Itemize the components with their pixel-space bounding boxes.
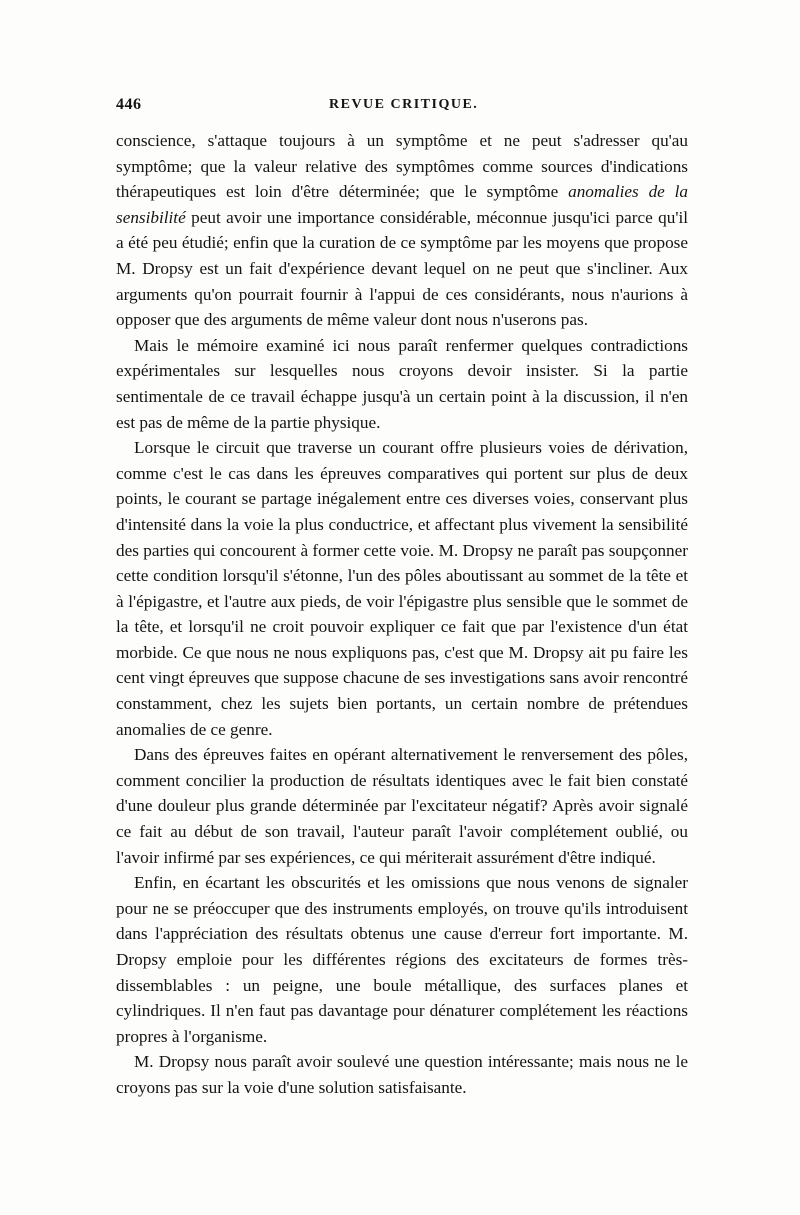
body-text	[116, 128, 688, 1101]
paragraph-text: conscience, s'attaque toujours à un symptôme et ne peut s'adresser qu'au symptôme; que la valeur relative des symptômes comme sources d'indications thérapeutiques est loin d'être déterminée; que le symptôme	[116, 131, 688, 202]
paragraph: M. Dropsy nous paraît avoir soulevé une question intéressante; mais nous ne le croyons pas sur la voie d'une solution satisfaisante.	[116, 1052, 688, 1097]
journal-title: REVUE CRITIQUE.	[329, 97, 479, 112]
paragraph: Lorsque le circuit que traverse un courant offre plusieurs voies de dérivation, comme c'est le cas dans les épreuves comparatives qui portent sur plus de deux points, le courant se partage inégalement entre ces diverses voies, conservant plus d'intensité dans la voie la plus conductrice, et affectant plus vivement la sensibilité des parties qui concourent à former cette voie. M. Dropsy ne paraît pas soupçonner cette condition lorsqu'il s'étonne, l'un des pôles aboutissant au sommet de la tête et à l'épigastre, et l'autre aux pieds, de voir l'épigastre plus sensible que le sommet de la tête, et lorsqu'il ne croit pouvoir expliquer ce fait que par l'existence d'un état morbide. Ce que nous ne nous expliquons pas, c'est que M. Dropsy ait pu faire les cent vingt épreuves que suppose chacune de ses investigations sans avoir rencontré constamment, chez les sujets bien portants, un certain nombre de prétendues anomalies de ce genre.	[116, 438, 688, 739]
paragraph	[116, 128, 688, 333]
italic-term: anomalies de la sensibilité	[116, 182, 688, 227]
paragraph-text: peut avoir une importance considérable, méconnue jusqu'ici parce qu'il a été peu étudié; enfin que la curation de ce symptôme par les moyens que propose M. Dropsy est un fait d'expérience devant lequel on ne peut que s'incliner. Aux arguments qu'on pourrait fournir à l'appui de ces considérants, nous n'aurions à opposer que des arguments de même valeur dont nous n'userons pas.	[116, 207, 688, 330]
page-number: 446	[116, 96, 142, 113]
paragraph: Mais le mémoire examiné ici nous paraît renfermer quelques contradictions expérimentales sur lesquelles nous croyons devoir insister. Si la partie sentimentale de ce travail échappe jusqu'à un certain point à la discussion, il n'en est pas de même de la partie physique.	[116, 335, 688, 432]
paragraph: Dans des épreuves faites en opérant alternativement le renversement des pôles, comment concilier la production de résultats identiques avec le fait bien constaté d'une douleur plus grande déterminée par l'excitateur négatif? Après avoir signalé ce fait au début de son travail, l'auteur paraît l'avoir complétement oublié, ou l'avoir infirmé par ses expériences, ce qui mériterait assurément d'être indiqué.	[116, 745, 688, 867]
paragraph: Enfin, en écartant les obscurités et les omissions que nous venons de signaler pour ne se préoccuper que des instruments employés, on trouve qu'ils introduisent dans l'appréciation des résultats obtenus une cause d'erreur fort importante. M. Dropsy emploie pour les différentes régions des excitateurs de formes très-dissemblables : un peigne, une boule métallique, des surfaces planes et cylindriques. Il n'en faut pas davantage pour dénaturer complétement les réactions propres à l'organisme.	[116, 873, 688, 1046]
running-head	[116, 96, 688, 124]
